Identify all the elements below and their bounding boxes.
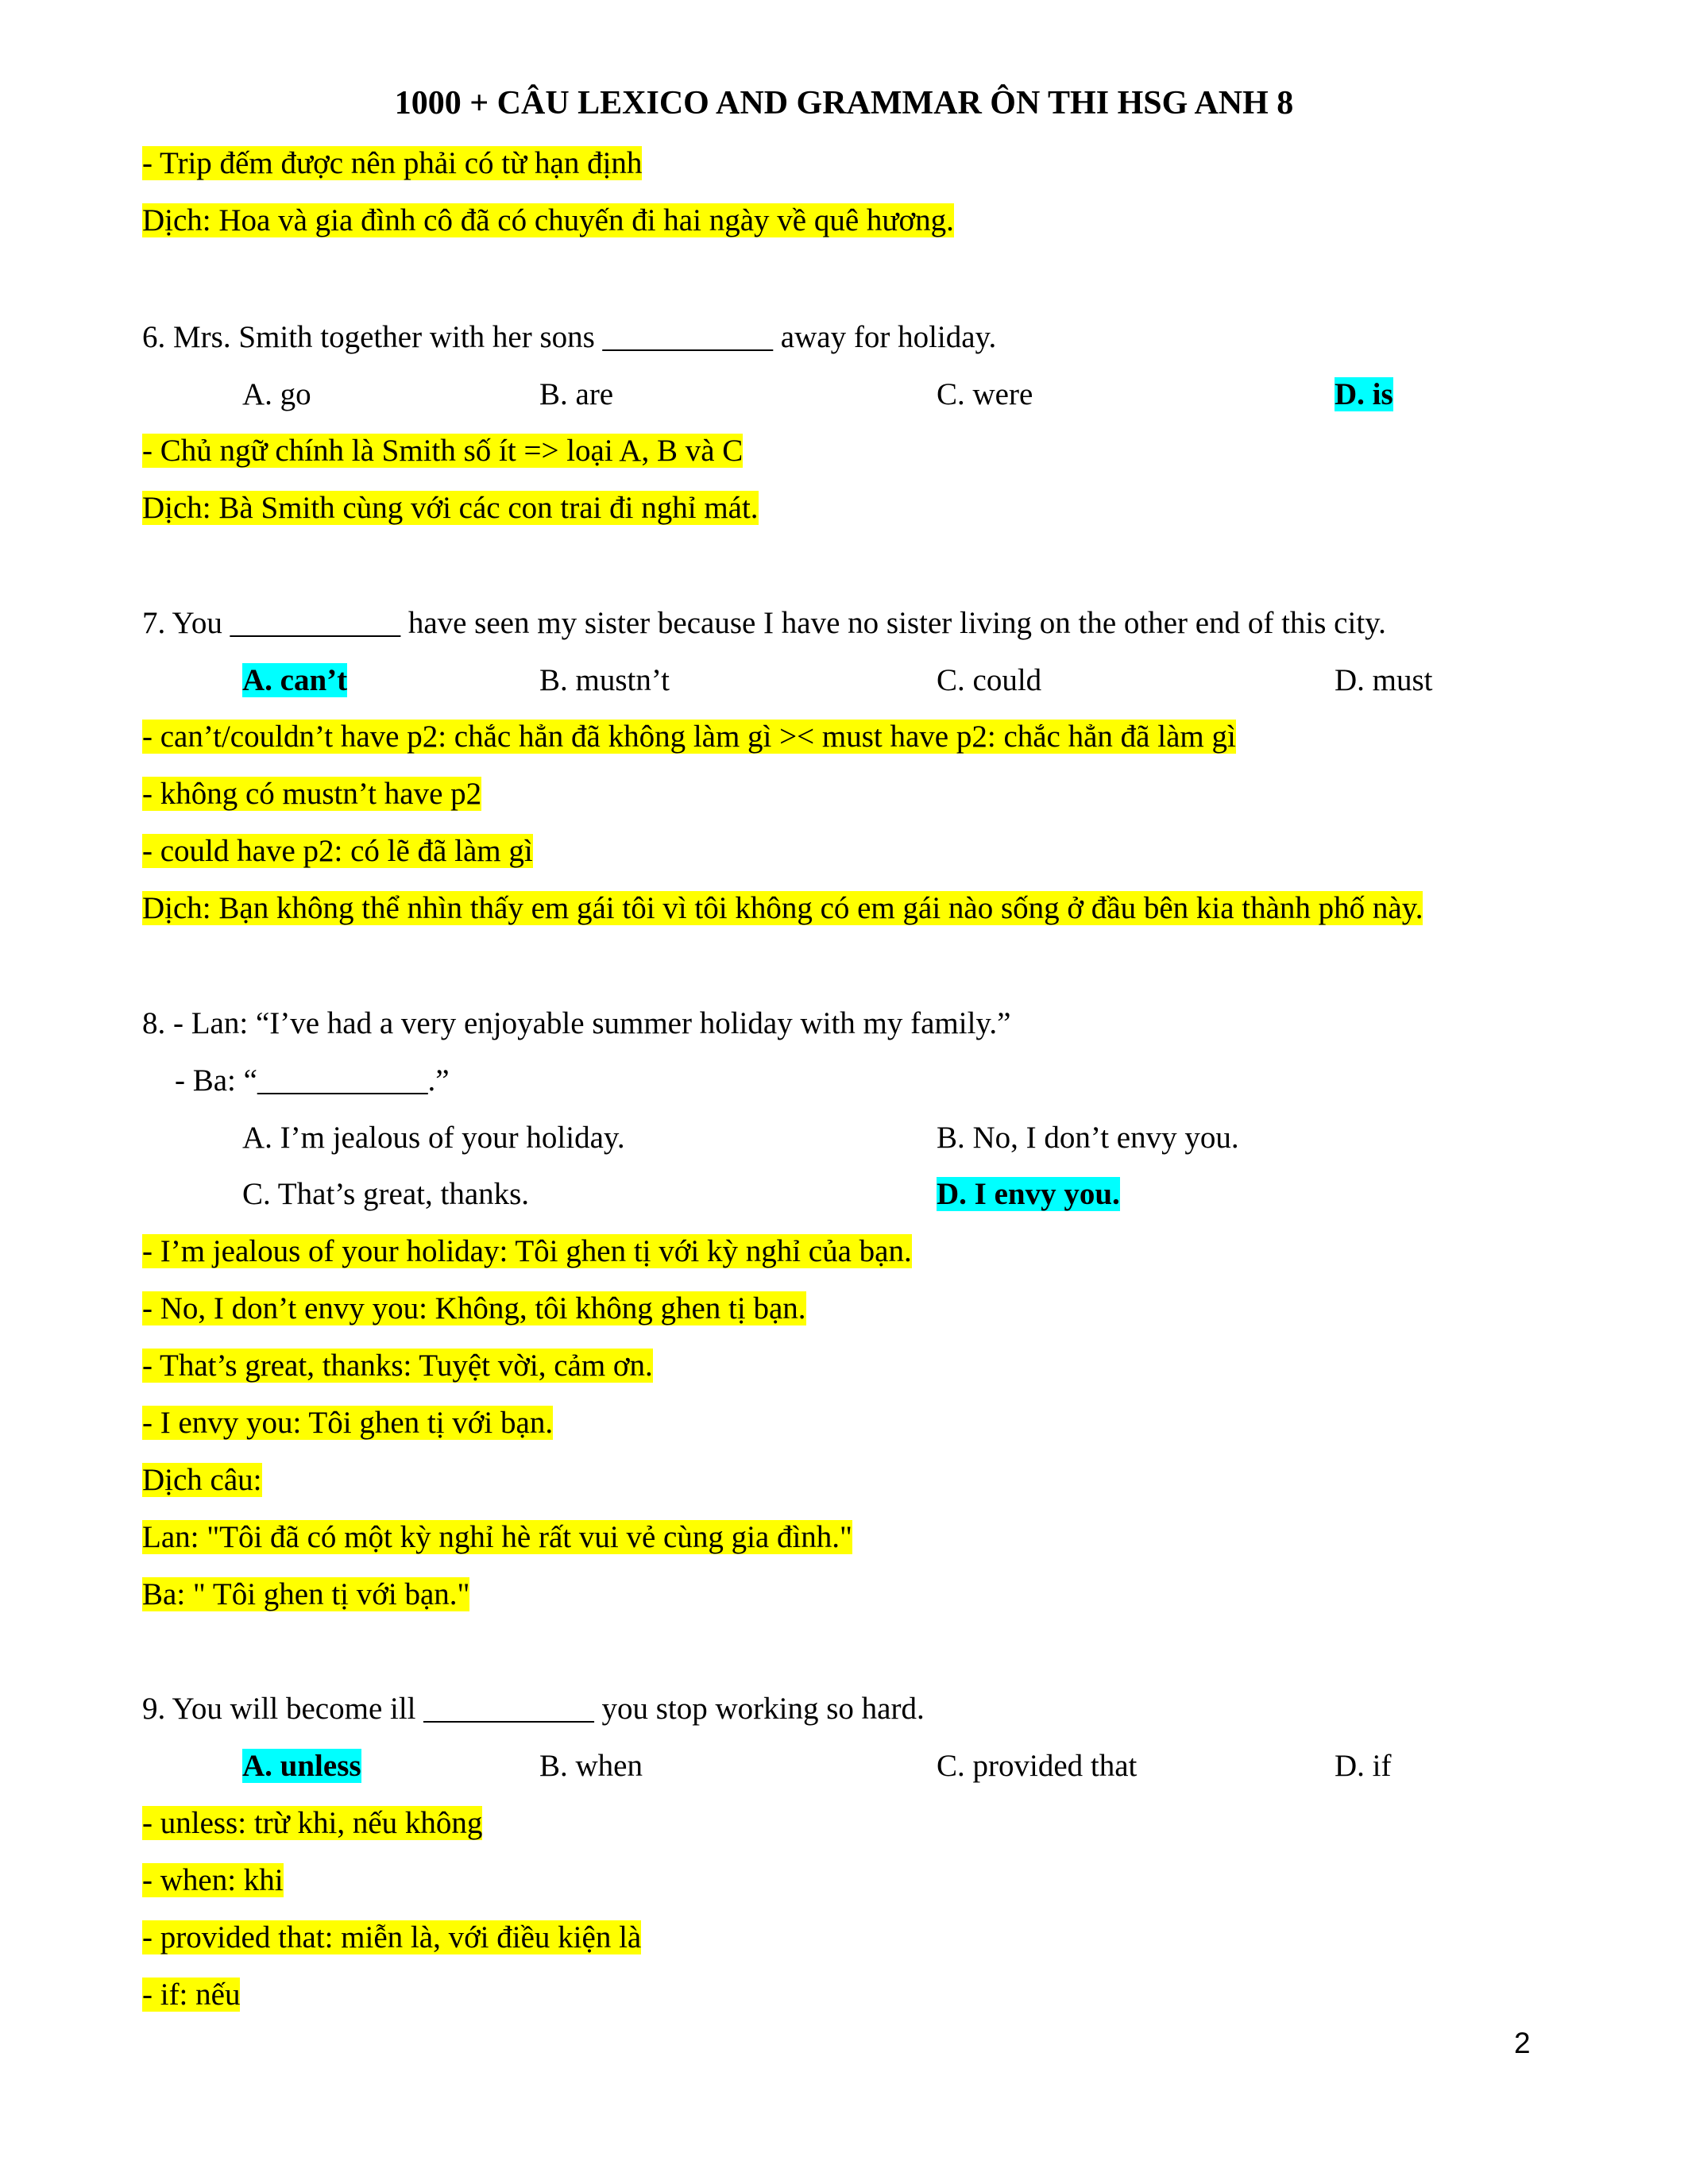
- q7-note: - không có mustn’t have p2: [142, 777, 482, 811]
- question-8: 8. - Lan: “I’ve had a very enjoyable summer holiday with my family.”: [142, 1006, 1011, 1040]
- q9-option-c: C. provided that: [937, 1749, 1138, 1783]
- q9-note: - provided that: miễn là, với điều kiện là: [142, 1920, 642, 1954]
- note-line: - Trip đếm được nên phải có từ hạn định: [142, 146, 643, 180]
- q8-note: - That’s great, thanks: Tuyệt vời, cảm ơn.: [142, 1349, 653, 1383]
- q8-option-c: C. That’s great, thanks.: [242, 1177, 530, 1211]
- question-8-reply: - Ba: “___________.”: [175, 1063, 450, 1098]
- q8-option-b: B. No, I don’t envy you.: [937, 1121, 1239, 1155]
- q7-translation: Dịch: Bạn không thể nhìn thấy em gái tôi vì tôi không có em gái nào sống ở đầu bên kia thành phố này.: [142, 891, 1423, 925]
- q6-option-a: A. go: [242, 377, 311, 411]
- q7-option-a-answer: A. can’t: [242, 663, 348, 697]
- q8-translation: Lan: "Tôi đã có một kỳ nghỉ hè rất vui vẻ cùng gia đình.": [142, 1520, 852, 1554]
- document-title: 1000 + CÂU LEXICO AND GRAMMAR ÔN THI HSG ANH 8: [394, 85, 1294, 122]
- question-7: 7. You ___________ have seen my sister because I have no sister living on the other end of this city.: [142, 606, 1386, 640]
- q7-note: - can’t/couldn’t have p2: chắc hẳn đã không làm gì >< must have p2: chắc hẳn đã làm gì: [142, 720, 1236, 754]
- q9-note: - when: khi: [142, 1863, 284, 1897]
- q6-option-b: B. are: [539, 377, 614, 411]
- q9-note: - if: nếu: [142, 1978, 241, 2012]
- q8-note: - I’m jealous of your holiday: Tôi ghen tị với kỳ nghỉ của bạn.: [142, 1234, 912, 1268]
- q8-option-a: A. I’m jealous of your holiday.: [242, 1121, 625, 1155]
- translation-line: Dịch: Hoa và gia đình cô đã có chuyến đi hai ngày về quê hương.: [142, 203, 954, 237]
- q9-option-b: B. when: [539, 1749, 643, 1783]
- q9-option-a-answer: A. unless: [242, 1749, 361, 1783]
- q9-option-d: D. if: [1335, 1749, 1392, 1783]
- q6-note: - Chủ ngữ chính là Smith số ít => loại A, B và C: [142, 434, 744, 468]
- q9-note: - unless: trừ khi, nếu không: [142, 1806, 483, 1840]
- page-number: 2: [1514, 2027, 1531, 2059]
- q8-note: - I envy you: Tôi ghen tị với bạn.: [142, 1406, 554, 1440]
- q6-option-c: C. were: [937, 377, 1033, 411]
- q8-note: - No, I don’t envy you: Không, tôi không ghen tị bạn.: [142, 1291, 806, 1325]
- question-9: 9. You will become ill ___________ you stop working so hard.: [142, 1692, 925, 1726]
- q7-option-d: D. must: [1335, 663, 1433, 697]
- q6-option-d-answer: D. is: [1335, 377, 1393, 411]
- q7-option-b: B. mustn’t: [539, 663, 670, 697]
- q6-translation: Dịch: Bà Smith cùng với các con trai đi nghỉ mát.: [142, 491, 759, 525]
- q8-option-d-answer: D. I envy you.: [937, 1177, 1120, 1211]
- question-6: 6. Mrs. Smith together with her sons ___________ away for holiday.: [142, 320, 997, 354]
- q8-translation-heading: Dịch câu:: [142, 1463, 262, 1497]
- q7-option-c: C. could: [937, 663, 1042, 697]
- q7-note: - could have p2: có lẽ đã làm gì: [142, 834, 533, 868]
- q8-translation: Ba: " Tôi ghen tị với bạn.": [142, 1577, 470, 1611]
